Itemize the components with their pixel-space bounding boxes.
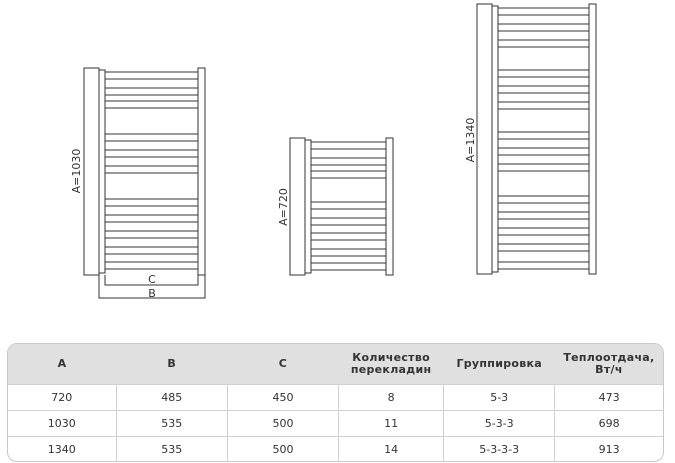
crossbar xyxy=(105,262,198,269)
table-cell: 720 xyxy=(8,385,116,411)
width-label-b: B xyxy=(148,287,156,300)
table-cell: 11 xyxy=(339,411,444,437)
crossbar xyxy=(105,88,198,95)
table-cell: 8 xyxy=(339,385,444,411)
table-cell: 5-3 xyxy=(444,385,555,411)
table-cell: 5-3-3-3 xyxy=(444,437,555,463)
table-cell: 14 xyxy=(339,437,444,463)
rail-crossbars xyxy=(105,72,198,269)
rail-left-pipe xyxy=(290,138,305,275)
rail-left-collector xyxy=(99,70,105,273)
crossbar xyxy=(498,132,589,139)
crossbar xyxy=(311,249,386,256)
crossbar xyxy=(311,263,386,270)
crossbar xyxy=(105,199,198,206)
crossbar xyxy=(498,196,589,203)
specifications-table xyxy=(7,343,664,462)
crossbar xyxy=(311,233,386,240)
crossbar xyxy=(105,101,198,108)
crossbar xyxy=(498,262,589,269)
crossbar xyxy=(498,8,589,15)
table-row xyxy=(8,385,663,411)
table-header-row xyxy=(8,344,663,385)
rail-left-collector xyxy=(492,6,498,272)
crossbar xyxy=(498,40,589,47)
rail-left-collector xyxy=(305,140,311,273)
rail-right-collector xyxy=(386,138,393,275)
rail-right-collector xyxy=(198,68,205,275)
rail-left-pipe xyxy=(84,68,99,275)
crossbar xyxy=(311,171,386,178)
column-header-c: C xyxy=(227,344,338,385)
height-label-720: A=720 xyxy=(277,188,290,226)
table-cell: 500 xyxy=(227,437,338,463)
rail-right-collector xyxy=(589,4,596,274)
crossbar xyxy=(498,244,589,251)
table-cell: 500 xyxy=(227,411,338,437)
column-header-grouping: Группировка xyxy=(444,344,555,385)
crossbar xyxy=(105,134,198,141)
height-label-1340: A=1340 xyxy=(464,117,477,163)
table-cell: 535 xyxy=(116,411,227,437)
column-header-a: A xyxy=(8,344,116,385)
crossbar xyxy=(498,70,589,77)
crossbar xyxy=(311,158,386,165)
column-header-heat-output: Теплоотдача, Вт/ч xyxy=(555,344,663,385)
crossbar xyxy=(105,215,198,222)
rail-diagram-1030 xyxy=(84,68,205,298)
column-header-b: B xyxy=(116,344,227,385)
crossbar xyxy=(498,148,589,155)
table-cell: 1340 xyxy=(8,437,116,463)
crossbar xyxy=(311,202,386,209)
rail-crossbars xyxy=(498,8,589,269)
table-cell: 1030 xyxy=(8,411,116,437)
table-cell: 535 xyxy=(116,437,227,463)
crossbar xyxy=(498,86,589,93)
crossbar xyxy=(105,166,198,173)
table-cell: 913 xyxy=(555,437,663,463)
column-header-crossbar-count: Количество перекладин xyxy=(339,344,444,385)
crossbar xyxy=(498,24,589,31)
crossbar xyxy=(311,218,386,225)
table-row xyxy=(8,411,663,437)
crossbar xyxy=(105,231,198,238)
rail-diagram-1340 xyxy=(477,4,596,274)
table-cell: 485 xyxy=(116,385,227,411)
table-row xyxy=(8,437,663,463)
crossbar xyxy=(105,150,198,157)
rail-diagram-720 xyxy=(290,138,393,275)
crossbar xyxy=(498,164,589,171)
table-cell: 450 xyxy=(227,385,338,411)
crossbar xyxy=(311,142,386,149)
table-cell: 5-3-3 xyxy=(444,411,555,437)
table-cell: 473 xyxy=(555,385,663,411)
crossbar xyxy=(498,102,589,109)
width-label-c: C xyxy=(148,273,156,286)
crossbar xyxy=(498,228,589,235)
rail-left-pipe xyxy=(477,4,492,274)
crossbar xyxy=(105,247,198,254)
crossbar xyxy=(498,212,589,219)
table-cell: 698 xyxy=(555,411,663,437)
rail-crossbars xyxy=(311,142,386,270)
crossbar xyxy=(105,72,198,79)
height-label-1030: A=1030 xyxy=(70,148,83,194)
